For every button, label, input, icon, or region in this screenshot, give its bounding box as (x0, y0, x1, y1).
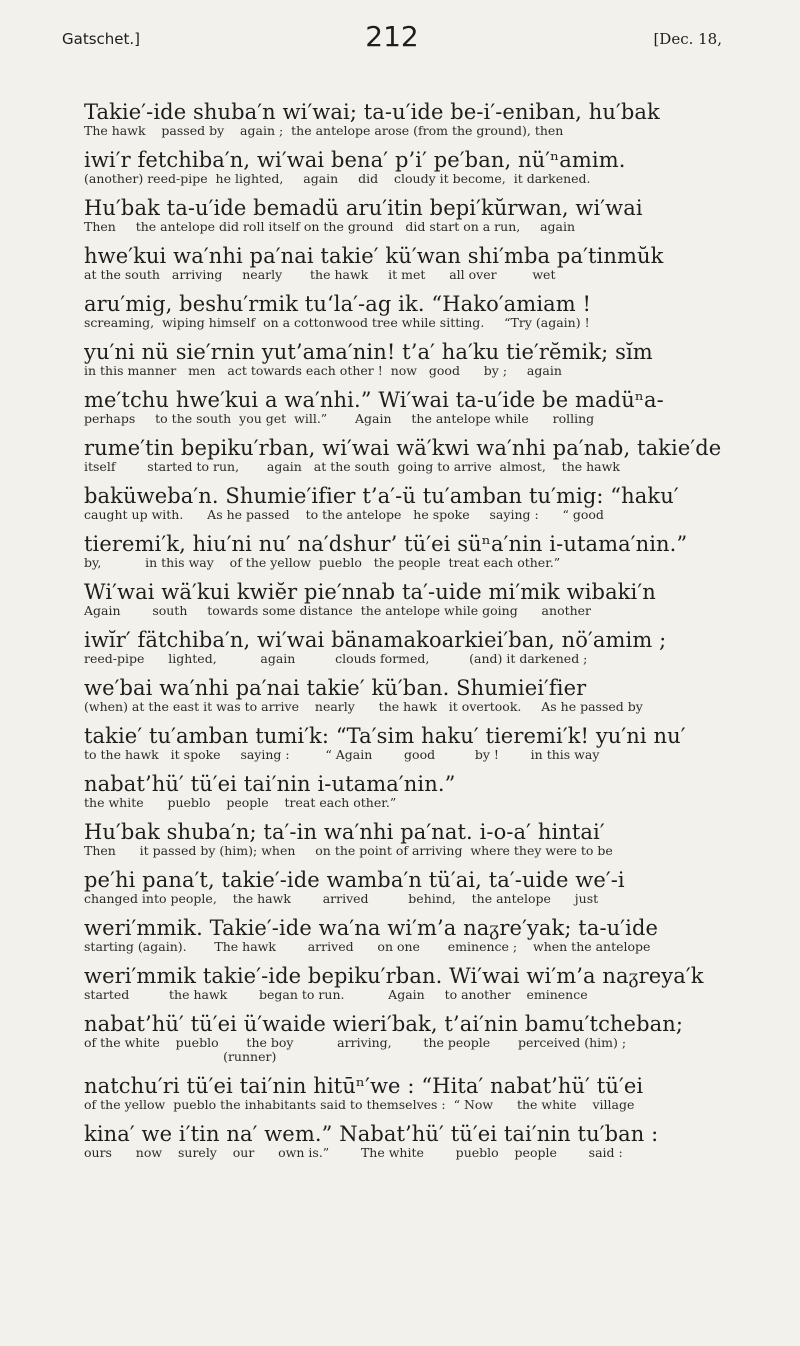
native-text-line: iwĭr′ fätchiba′n, wi′wai bänamakoarkiei′ban, nö′amim ; (84, 628, 667, 652)
native-text-line: iwi′r fetchiba′n, wi′wai bena′ p’i′ pe′ban, nü′ⁿamim. (84, 148, 626, 172)
interlinear-line (84, 1050, 744, 1064)
gloss-line: changed into people, the hawk arrived behind, the antelope just (84, 891, 599, 906)
interlinear-line (84, 916, 744, 954)
page-header (62, 20, 722, 56)
native-text-line: we′bai wa′nhi pa′nai takie′ kü′ban. Shumiei′fier (84, 676, 587, 700)
interlinear-line (84, 532, 744, 570)
gloss-line: to the hawk it spoke saying : “ Again good by ! in this way (84, 747, 600, 762)
interlinear-line (84, 244, 744, 282)
gloss-line: The hawk passed by again ; the antelope arose (from the ground), then (84, 123, 564, 138)
native-text-line: rume′tin bepiku′rban, wi′wai wä′kwi wa′nhi pa′nab, takie′de (84, 436, 722, 460)
interlinear-line (84, 1074, 744, 1112)
gloss-line: in this manner men act towards each other ! now good by ; again (84, 363, 562, 378)
gloss-line: started the hawk began to run. Again to another eminence (84, 987, 588, 1002)
gloss-line: by, in this way of the yellow pueblo the people treat each other.” (84, 555, 561, 570)
gloss-line: (runner) (84, 1049, 277, 1064)
gloss-line: ours now surely our own is.” The white pueblo people said : (84, 1145, 623, 1160)
gloss-line: of the white pueblo the boy arriving, the people perceived (him) ; (84, 1035, 627, 1050)
native-text-line: Hu′bak shuba′n; ta′-in wa′nhi pa′nat. i-o-a′ hintai′ (84, 820, 605, 844)
gloss-line: screaming, wiping himself on a cottonwood tree while sitting. “Try (again) ! (84, 315, 590, 330)
native-text-line: natchu′ri tü′ei tai′nin hitūⁿ′we : “Hita′ nabat’hü′ tü′ei (84, 1074, 644, 1098)
interlinear-line (84, 868, 744, 906)
interlinear-line (84, 580, 744, 618)
native-text-line: takie′ tu′amban tumi′k: “Ta′sim haku′ tieremi′k! yu′ni nu′ (84, 724, 686, 748)
native-text-line: hwe′kui wa′nhi pa′nai takie′ kü′wan shi′mba pa′tinmŭk (84, 244, 664, 268)
gloss-line: Again south towards some distance the antelope while going another (84, 603, 592, 618)
native-text-line: Takie′-ide shuba′n wi′wai; ta-u′ide be-i′-eniban, hu′bak (84, 100, 660, 124)
gloss-line: itself started to run, again at the south going to arrive almost, the hawk (84, 459, 620, 474)
native-text-line: nabat’hü′ tü′ei ü′waide wieri′bak, t’ai′nin bamu′tcheban; (84, 1012, 684, 1036)
interlinear-line (84, 1122, 744, 1160)
interlinear-line (84, 724, 744, 762)
interlinear-line (84, 772, 744, 810)
native-text-line: me′tchu hwe′kui a wa′nhi.” Wi′wai ta-u′ide be madüⁿa- (84, 388, 664, 412)
interlinear-line (84, 964, 744, 1002)
interlinear-line (84, 820, 744, 858)
interlinear-line (84, 388, 744, 426)
gloss-line: perhaps to the south you get will.” Again the antelope while rolling (84, 411, 595, 426)
native-text-line: Hu′bak ta-u′ide bemadü aru′itin bepi′kŭrwan, wi′wai (84, 196, 643, 220)
gloss-line: the white pueblo people treat each other.” (84, 795, 397, 810)
interlinear-line (84, 676, 744, 714)
native-text-line: baküweba′n. Shumie′ifier t’a′-ü tu′amban tu′mig: “haku′ (84, 484, 679, 508)
interlinear-line (84, 100, 744, 138)
native-text-line: nabat’hü′ tü′ei tai′nin i-utama′nin.” (84, 772, 456, 796)
interlinear-line (84, 484, 744, 522)
interlinear-line (84, 436, 744, 474)
header-author: Gatschet.] (62, 30, 140, 48)
gloss-line: (when) at the east it was to arrive nearly the hawk it overtook. As he passed by (84, 699, 643, 714)
gloss-line: Then it passed by (him); when on the point of arriving where they were to be (84, 843, 613, 858)
native-text-line: kina′ we i′tin na′ wem.” Nabat’hü′ tü′ei tai′nin tu′ban : (84, 1122, 659, 1146)
native-text-line: yu′ni nü sie′rnin yut’ama′nin! t’a′ ha′ku tie′rĕmik; sĭm (84, 340, 653, 364)
interlinear-line (84, 292, 744, 330)
gloss-line: at the south arriving nearly the hawk it met all over wet (84, 267, 556, 282)
native-text-line: weri′mmik takie′-ide bepiku′rban. Wi′wai wi′m’a naᵹreya′k (84, 964, 704, 988)
native-text-line: pe′hi pana′t, takie′-ide wamba′n tü′ai, ta′-uide we′-i (84, 868, 625, 892)
native-text-line: aru′mig, beshu′rmik tu‘la′-ag ik. “Hako′amiam ! (84, 292, 592, 316)
interlinear-line (84, 196, 744, 234)
interlinear-line (84, 340, 744, 378)
gloss-line: Then the antelope did roll itself on the ground did start on a run, again (84, 219, 576, 234)
native-text-line: weri′mmik. Takie′-ide wa′na wi′m’a naᵹre′yak; ta-u′ide (84, 916, 659, 940)
gloss-line: (another) reed-pipe he lighted, again did cloudy it become, it darkened. (84, 171, 591, 186)
native-text-line: tieremi′k, hiu′ni nu′ na′dshur’ tü′ei süⁿa′nin i-utama′nin.” (84, 532, 688, 556)
gloss-line: caught up with. As he passed to the antelope he spoke saying : “ good (84, 507, 604, 522)
interlinear-line (84, 1012, 744, 1050)
gloss-line: reed-pipe lighted, again clouds formed, (and) it darkened ; (84, 651, 588, 666)
interlinear-line (84, 628, 744, 666)
native-text-line: Wi′wai wä′kui kwiĕr pie′nnab ta′-uide mi′mik wibaki′n (84, 580, 656, 604)
gloss-line: starting (again). The hawk arrived on one eminence ; when the antelope (84, 939, 651, 954)
interlinear-text (84, 100, 744, 1170)
page-number: 212 (365, 20, 419, 53)
interlinear-line (84, 148, 744, 186)
gloss-line: of the yellow pueblo the inhabitants said to themselves : “ Now the white village (84, 1097, 635, 1112)
header-date: [Dec. 18, (653, 30, 722, 48)
